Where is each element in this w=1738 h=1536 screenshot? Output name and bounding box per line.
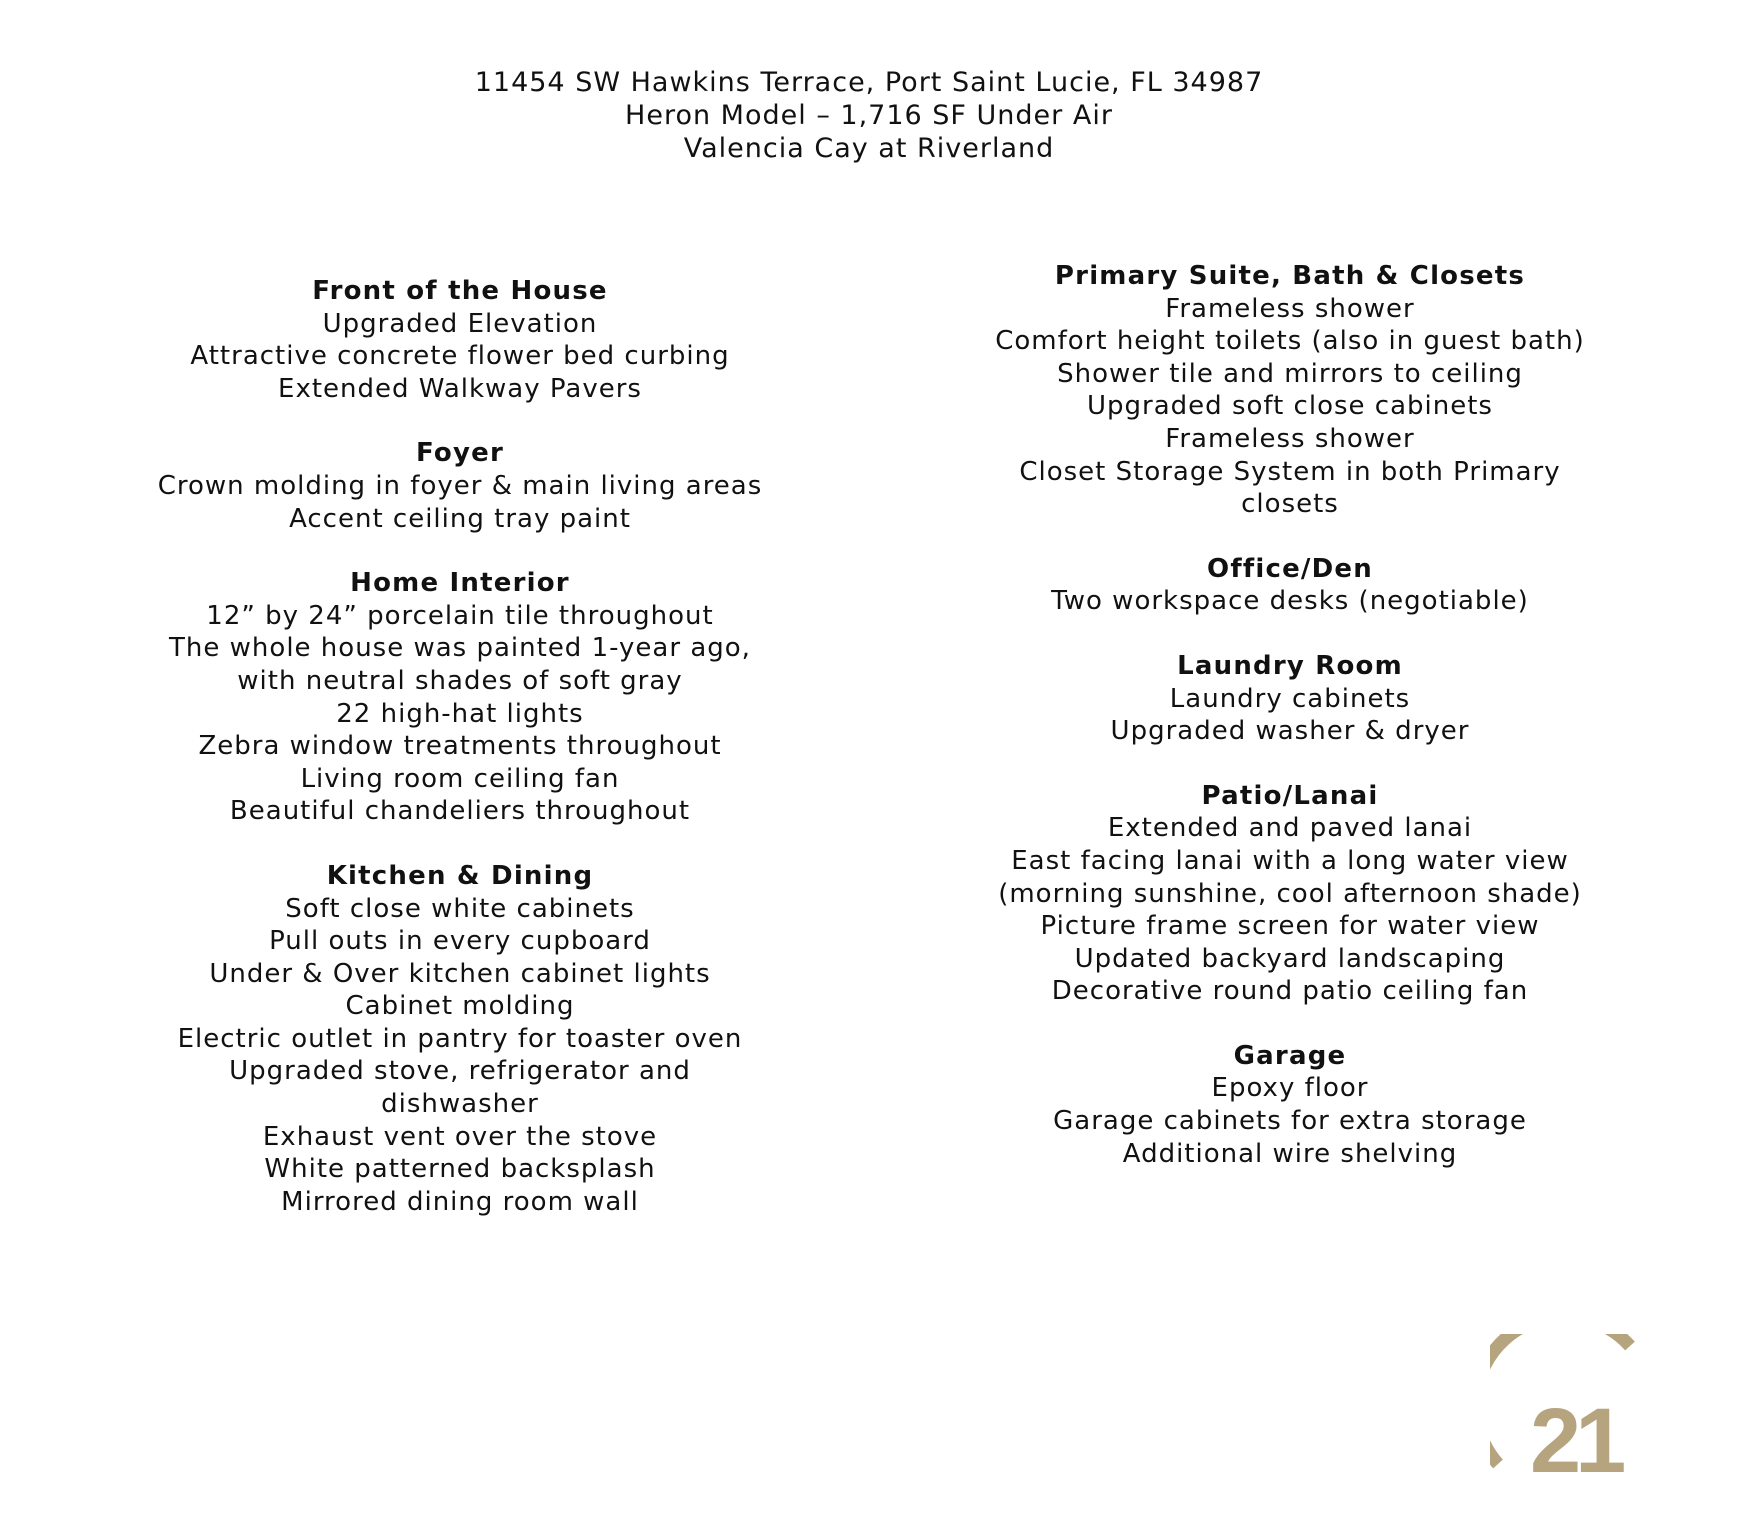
feature-item: Soft close white cabinets [285,893,635,924]
feature-item: Zebra window treatments throughout [198,731,722,762]
section-laundry-room [940,650,1640,748]
section-title: Office/Den [1207,553,1373,584]
feature-item: Upgraded Elevation [322,308,598,339]
feature-item: Closet Storage System in both Primary closets [1019,456,1561,520]
feature-item: Two workspace desks (negotiable) [1051,586,1529,617]
feature-item: Crown molding in foyer & main living areas [157,470,763,501]
section-patio-lanai [940,780,1640,1008]
feature-item: Upgraded stove, refrigerator and dishwasher [229,1056,691,1120]
section-office-den [940,553,1640,618]
property-model: Heron Model – 1,716 SF Under Air [625,100,1113,131]
feature-item: Electric outlet in pantry for toaster oven [177,1023,743,1054]
section-primary-suite [940,260,1640,521]
feature-item: Attractive concrete flower bed curbing [190,341,730,372]
century-21-logo [1490,1334,1640,1474]
feature-item: Pull outs in every cupboard [269,926,651,957]
section-title: Kitchen & Dining [326,860,594,891]
feature-item: Garage cabinets for extra storage [1053,1106,1527,1137]
right-column [940,260,1640,1202]
section-front-of-house [110,275,810,405]
feature-item: 22 high-hat lights [336,698,584,729]
feature-item: Updated backyard landscaping [1074,943,1506,974]
section-title: Home Interior [350,568,570,599]
feature-item: Frameless shower [1165,423,1415,454]
feature-item: Decorative round patio ceiling fan [1051,976,1529,1007]
feature-item: Additional wire shelving [1122,1138,1458,1169]
section-title: Primary Suite, Bath & Closets [1054,261,1526,291]
section-title: Front of the House [312,276,608,306]
feature-item: Shower tile and mirrors to ceiling [1057,358,1523,389]
section-title: Laundry Room [1177,650,1403,681]
feature-item: Extended Walkway Pavers [278,373,642,404]
property-address: 11454 SW Hawkins Terrace, Port Saint Lucie, FL 34987 [474,67,1264,98]
feature-item: Living room ceiling fan [300,763,620,794]
feature-item: Accent ceiling tray paint [289,503,631,534]
feature-item: Epoxy floor [1211,1073,1369,1104]
section-garage [940,1040,1640,1170]
section-title: Foyer [416,438,504,469]
svg-text:21: 21 [1530,1390,1621,1474]
section-title: Patio/Lanai [1201,780,1379,811]
feature-item: The whole house was painted 1-year ago, with neutral shades of soft gray [169,633,751,696]
feature-item: Beautiful chandeliers throughout [229,796,691,827]
document-header [0,66,1738,165]
feature-item: Under & Over kitchen cabinet lights [209,958,711,989]
feature-item: 12” by 24” porcelain tile throughout [206,600,714,631]
feature-item: Upgraded washer & dryer [1110,716,1470,747]
feature-item: Upgraded soft close cabinets [1087,391,1493,422]
feature-item: Extended and paved lanai [1107,813,1473,844]
feature-item: Comfort height toilets (also in guest bath) [995,326,1585,357]
feature-item: Frameless shower [1165,293,1415,324]
feature-item: Mirrored dining room wall [281,1186,639,1217]
section-foyer [110,437,810,535]
left-column [110,275,810,1250]
community-name: Valencia Cay at Riverland [683,133,1055,164]
section-home-interior [110,567,810,828]
feature-item: Exhaust vent over the stove [262,1121,658,1152]
feature-item: Laundry cabinets [1169,683,1411,714]
section-kitchen-dining [110,860,810,1219]
feature-item: Cabinet molding [345,991,575,1022]
feature-item: White patterned backsplash [264,1154,656,1185]
section-title: Garage [1233,1040,1347,1071]
feature-item: East facing lanai with a long water view (morning sunshine, cool afternoon shade) [998,845,1582,909]
feature-item: Picture frame screen for water view [1040,911,1540,942]
